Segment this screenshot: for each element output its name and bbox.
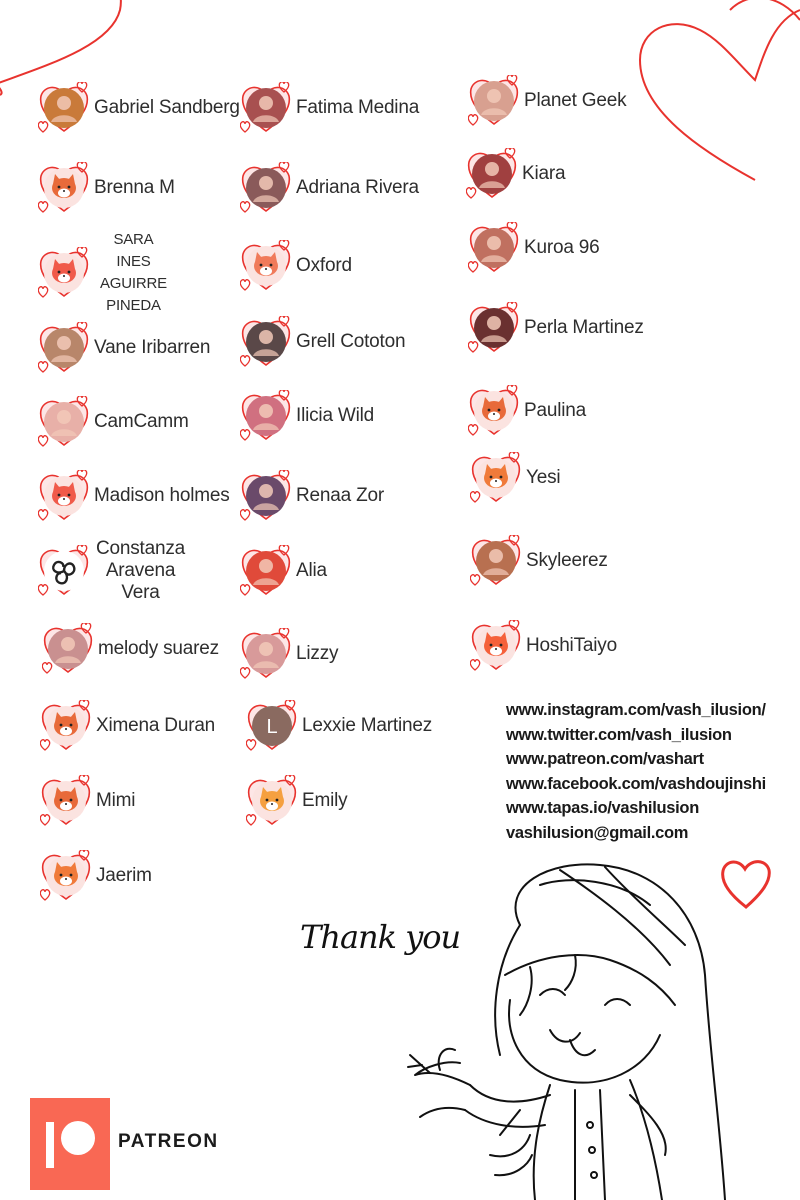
fox-avatar-icon (468, 385, 520, 437)
photo-portrait-icon (240, 162, 292, 214)
patron-name: Gabriel Sandberg (94, 97, 240, 118)
patron-name: Kiara (522, 163, 566, 184)
thank-you-text: Thank you (300, 918, 461, 956)
photo-portrait-icon (240, 545, 292, 597)
patron-name: Emily (302, 790, 348, 811)
triskelion-icon (38, 545, 90, 597)
patron-name: Adriana Rivera (296, 177, 419, 198)
big-heart-top-right (630, 0, 800, 190)
patron-name: HoshiTaiyo (526, 635, 617, 656)
patron-name: Lexxie Martinez (302, 715, 433, 736)
patron-name: Brenna M (94, 177, 175, 198)
tapas-link[interactable]: www.tapas.io/vashilusion (506, 799, 699, 817)
patron-name: Perla Martinez (524, 317, 644, 338)
svg-text:L: L (266, 716, 278, 738)
chibi-girl-illustration (400, 855, 730, 1200)
email-link[interactable]: vashilusion@gmail.com (506, 823, 689, 842)
photo-portrait-icon (468, 222, 520, 274)
patron-name: Oxford (296, 255, 352, 276)
patron-name: Alia (296, 560, 327, 581)
heart-outline-icon (718, 853, 774, 911)
photo-portrait-icon (240, 470, 292, 522)
photo-portrait-icon (466, 148, 518, 200)
patreon-logo-icon (30, 1098, 110, 1190)
patreon-logo (30, 1098, 110, 1190)
patron-name: Ximena Duran (96, 715, 216, 736)
patron-name: Fatima Medina (296, 97, 420, 118)
patron-name: Grell Cototon (296, 331, 406, 352)
fox-avatar-icon (40, 700, 92, 752)
patron-name: Paulina (524, 400, 586, 421)
patron-name: Vane Iribarren (94, 337, 211, 358)
patron-name: Renaa Zor (296, 485, 384, 506)
patron-name: Kuroa 96 (524, 237, 600, 258)
contact-links (506, 698, 766, 845)
patron-name: Skyleerez (526, 550, 608, 571)
patron-name: Planet Geek (524, 90, 627, 111)
patron-name: melody suarez (98, 638, 219, 659)
patron-name: CamCamm (94, 411, 189, 432)
instagram-link[interactable]: www.instagram.com/vash_ilusion/ (506, 701, 766, 719)
patreon-brand-text: PATREON (118, 1131, 219, 1152)
fox-avatar-icon (38, 247, 90, 299)
twitter-link[interactable]: www.twitter.com/vash_ilusion (506, 725, 732, 744)
patron-name: Yesi (526, 467, 561, 488)
photo-portrait-icon (470, 535, 522, 587)
fox-avatar-icon (240, 240, 292, 292)
photo-portrait-icon (42, 623, 94, 675)
photo-portrait-icon (240, 390, 292, 442)
photo-portrait-icon (38, 322, 90, 374)
fox-avatar-icon (470, 620, 522, 672)
fox-avatar-icon (40, 775, 92, 827)
fox-avatar-icon (38, 162, 90, 214)
photo-portrait-icon (240, 316, 292, 368)
photo-portrait-icon (38, 82, 90, 134)
facebook-link[interactable]: www.facebook.com/vashdoujinshi (506, 774, 766, 793)
patron-name: Madison holmes (94, 485, 230, 506)
patreon-link[interactable]: www.patreon.com/vashart (506, 750, 704, 768)
photo-portrait-icon (38, 396, 90, 448)
patron-name: Constanza Aravena Vera (96, 538, 186, 603)
fox-avatar-icon (470, 452, 522, 504)
fox-avatar-icon (246, 775, 298, 827)
patron-name: Lizzy (296, 643, 339, 664)
photo-portrait-icon (240, 628, 292, 680)
photo-portrait-icon (240, 82, 292, 134)
letter-avatar-icon (246, 700, 298, 752)
photo-portrait-icon (468, 302, 520, 354)
fox-avatar-icon (40, 850, 92, 902)
patron-name: Jaerim (96, 865, 152, 886)
patron-name: Mimi (96, 790, 136, 811)
fox-avatar-icon (38, 470, 90, 522)
patron-name: Ilicia Wild (296, 405, 375, 426)
patron-name: SARA INES AGUIRRE PINEDA (100, 231, 167, 314)
photo-portrait-icon (468, 75, 520, 127)
